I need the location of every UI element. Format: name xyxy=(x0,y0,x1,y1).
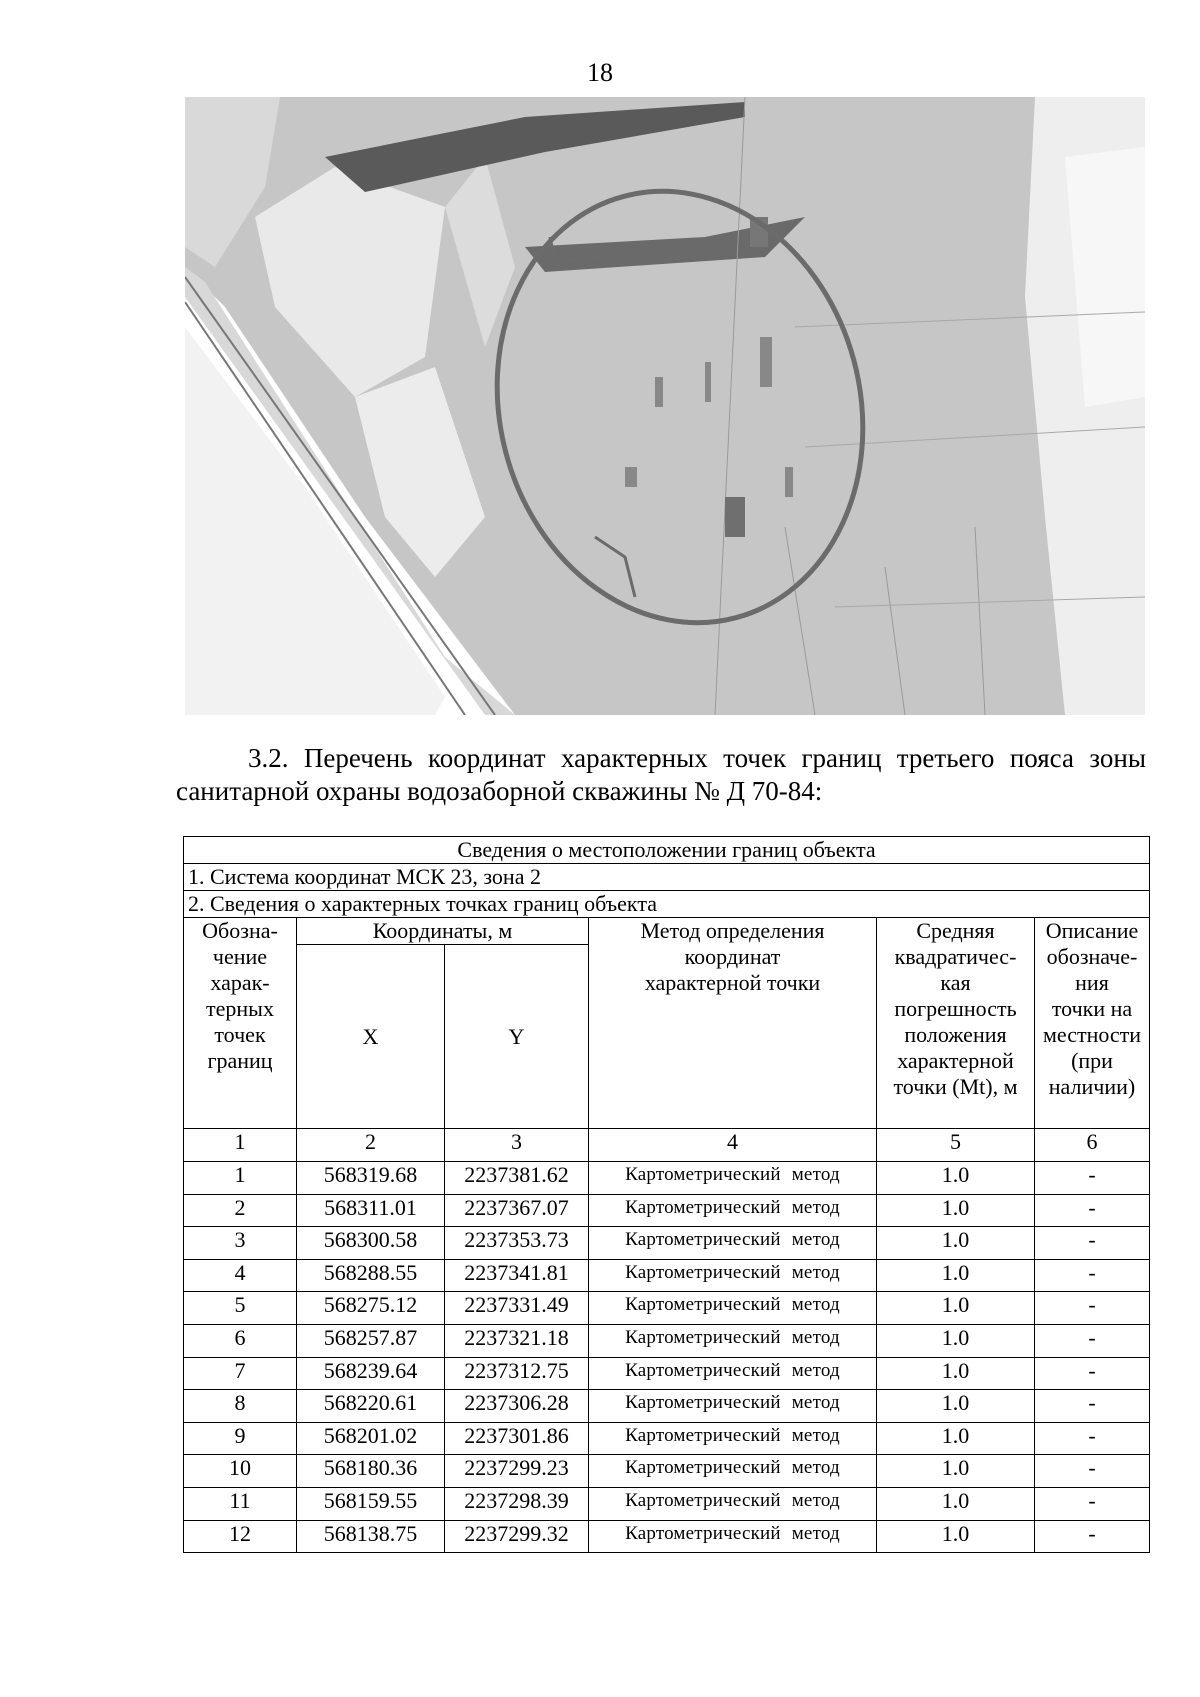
point-description: - xyxy=(1035,1422,1150,1455)
point-number: 11 xyxy=(184,1487,297,1520)
coord-y: 2237312.75 xyxy=(445,1357,589,1390)
point-number: 2 xyxy=(184,1194,297,1227)
mean-error: 1.0 xyxy=(877,1194,1035,1227)
table-row xyxy=(184,1324,1150,1357)
coord-y: 2237381.62 xyxy=(445,1162,589,1195)
column-number: 3 xyxy=(445,1129,589,1162)
point-description: - xyxy=(1035,1455,1150,1488)
point-number: 9 xyxy=(184,1422,297,1455)
method: Картометрический метод xyxy=(589,1422,877,1455)
table-body xyxy=(184,1162,1150,1553)
coord-y: 2237299.23 xyxy=(445,1455,589,1488)
method: Картометрический метод xyxy=(589,1487,877,1520)
coord-x: 568220.61 xyxy=(297,1390,445,1423)
map-image xyxy=(185,97,1145,715)
header-error: Средняя квадратичес- кая погрешность положения характерной точки (Mt), м xyxy=(877,918,1035,1129)
mean-error: 1.0 xyxy=(877,1520,1035,1553)
table-title: Сведения о местоположении границ объекта xyxy=(184,837,1150,864)
mean-error: 1.0 xyxy=(877,1357,1035,1390)
coord-x: 568180.36 xyxy=(297,1455,445,1488)
point-number: 3 xyxy=(184,1227,297,1260)
page-number: 18 xyxy=(587,58,613,87)
table-row xyxy=(184,1422,1150,1455)
point-number: 6 xyxy=(184,1324,297,1357)
column-number: 6 xyxy=(1035,1129,1150,1162)
mean-error: 1.0 xyxy=(877,1227,1035,1260)
coord-x: 568288.55 xyxy=(297,1259,445,1292)
points-caption-row xyxy=(184,891,1150,918)
method: Картометрический метод xyxy=(589,1520,877,1553)
coord-x: 568319.68 xyxy=(297,1162,445,1195)
coord-y: 2237298.39 xyxy=(445,1487,589,1520)
point-number: 1 xyxy=(184,1162,297,1195)
coordinates-table xyxy=(183,836,1150,1553)
mean-error: 1.0 xyxy=(877,1162,1035,1195)
point-number: 12 xyxy=(184,1520,297,1553)
point-number: 8 xyxy=(184,1390,297,1423)
point-description: - xyxy=(1035,1357,1150,1390)
table-row xyxy=(184,1390,1150,1423)
header-coordinates: Координаты, м xyxy=(297,918,589,945)
point-number: 7 xyxy=(184,1357,297,1390)
point-number: 4 xyxy=(184,1259,297,1292)
coordinates-table-wrapper xyxy=(183,836,1149,1553)
header-designation: Обозна- чение харак- терных точек границ xyxy=(184,918,297,1129)
method: Картометрический метод xyxy=(589,1455,877,1488)
mean-error: 1.0 xyxy=(877,1259,1035,1292)
table-row xyxy=(184,1259,1150,1292)
coord-x: 568239.64 xyxy=(297,1357,445,1390)
mean-error: 1.0 xyxy=(877,1324,1035,1357)
table-row xyxy=(184,1357,1150,1390)
method: Картометрический метод xyxy=(589,1357,877,1390)
point-description: - xyxy=(1035,1162,1150,1195)
coord-y: 2237321.18 xyxy=(445,1324,589,1357)
table-row xyxy=(184,1520,1150,1553)
header-row xyxy=(184,918,1150,945)
method: Картометрический метод xyxy=(589,1259,877,1292)
point-number: 10 xyxy=(184,1455,297,1488)
table-title-row xyxy=(184,837,1150,864)
table-row xyxy=(184,1227,1150,1260)
point-description: - xyxy=(1035,1390,1150,1423)
coordinate-system-row xyxy=(184,864,1150,891)
aerial-map-graphic xyxy=(185,97,1145,715)
coord-x: 568311.01 xyxy=(297,1194,445,1227)
mean-error: 1.0 xyxy=(877,1455,1035,1488)
method: Картометрический метод xyxy=(589,1162,877,1195)
table-row xyxy=(184,1487,1150,1520)
section-heading-text: 3.2. Перечень координат характерных точек границ третьего пояса зоны санитарной охраны водозаборной скважины № Д 70-84: xyxy=(176,743,1146,806)
method: Картометрический метод xyxy=(589,1390,877,1423)
coord-y: 2237341.81 xyxy=(445,1259,589,1292)
point-description: - xyxy=(1035,1259,1150,1292)
point-description: - xyxy=(1035,1194,1150,1227)
column-number: 2 xyxy=(297,1129,445,1162)
mean-error: 1.0 xyxy=(877,1390,1035,1423)
coord-x: 568257.87 xyxy=(297,1324,445,1357)
point-number: 5 xyxy=(184,1292,297,1325)
point-description: - xyxy=(1035,1324,1150,1357)
header-y: Y xyxy=(445,945,589,1129)
coord-y: 2237299.32 xyxy=(445,1520,589,1553)
mean-error: 1.0 xyxy=(877,1422,1035,1455)
method: Картометрический метод xyxy=(589,1324,877,1357)
column-numbers-row xyxy=(184,1129,1150,1162)
table-row xyxy=(184,1455,1150,1488)
table-row xyxy=(184,1194,1150,1227)
points-caption: 2. Сведения о характерных точках границ объекта xyxy=(184,891,1150,918)
coord-y: 2237331.49 xyxy=(445,1292,589,1325)
coord-y: 2237306.28 xyxy=(445,1390,589,1423)
section-heading xyxy=(176,742,1146,808)
point-description: - xyxy=(1035,1487,1150,1520)
coord-x: 568201.02 xyxy=(297,1422,445,1455)
coord-x: 568275.12 xyxy=(297,1292,445,1325)
header-method: Метод определения координат характерной точки xyxy=(589,918,877,1129)
column-number: 4 xyxy=(589,1129,877,1162)
column-number: 1 xyxy=(184,1129,297,1162)
column-number: 5 xyxy=(877,1129,1035,1162)
header-description: Описание обозначе- ния точки на местности (при наличии) xyxy=(1035,918,1150,1129)
method: Картометрический метод xyxy=(589,1227,877,1260)
coord-x: 568159.55 xyxy=(297,1487,445,1520)
coordinate-system: 1. Система координат МСК 23, зона 2 xyxy=(184,864,1150,891)
method: Картометрический метод xyxy=(589,1194,877,1227)
point-description: - xyxy=(1035,1292,1150,1325)
table-row xyxy=(184,1292,1150,1325)
point-description: - xyxy=(1035,1227,1150,1260)
header-x: X xyxy=(297,945,445,1129)
point-description: - xyxy=(1035,1520,1150,1553)
coord-y: 2237367.07 xyxy=(445,1194,589,1227)
coord-y: 2237353.73 xyxy=(445,1227,589,1260)
mean-error: 1.0 xyxy=(877,1487,1035,1520)
mean-error: 1.0 xyxy=(877,1292,1035,1325)
method: Картометрический метод xyxy=(589,1292,877,1325)
table-row xyxy=(184,1162,1150,1195)
coord-y: 2237301.86 xyxy=(445,1422,589,1455)
coord-x: 568300.58 xyxy=(297,1227,445,1260)
coord-x: 568138.75 xyxy=(297,1520,445,1553)
